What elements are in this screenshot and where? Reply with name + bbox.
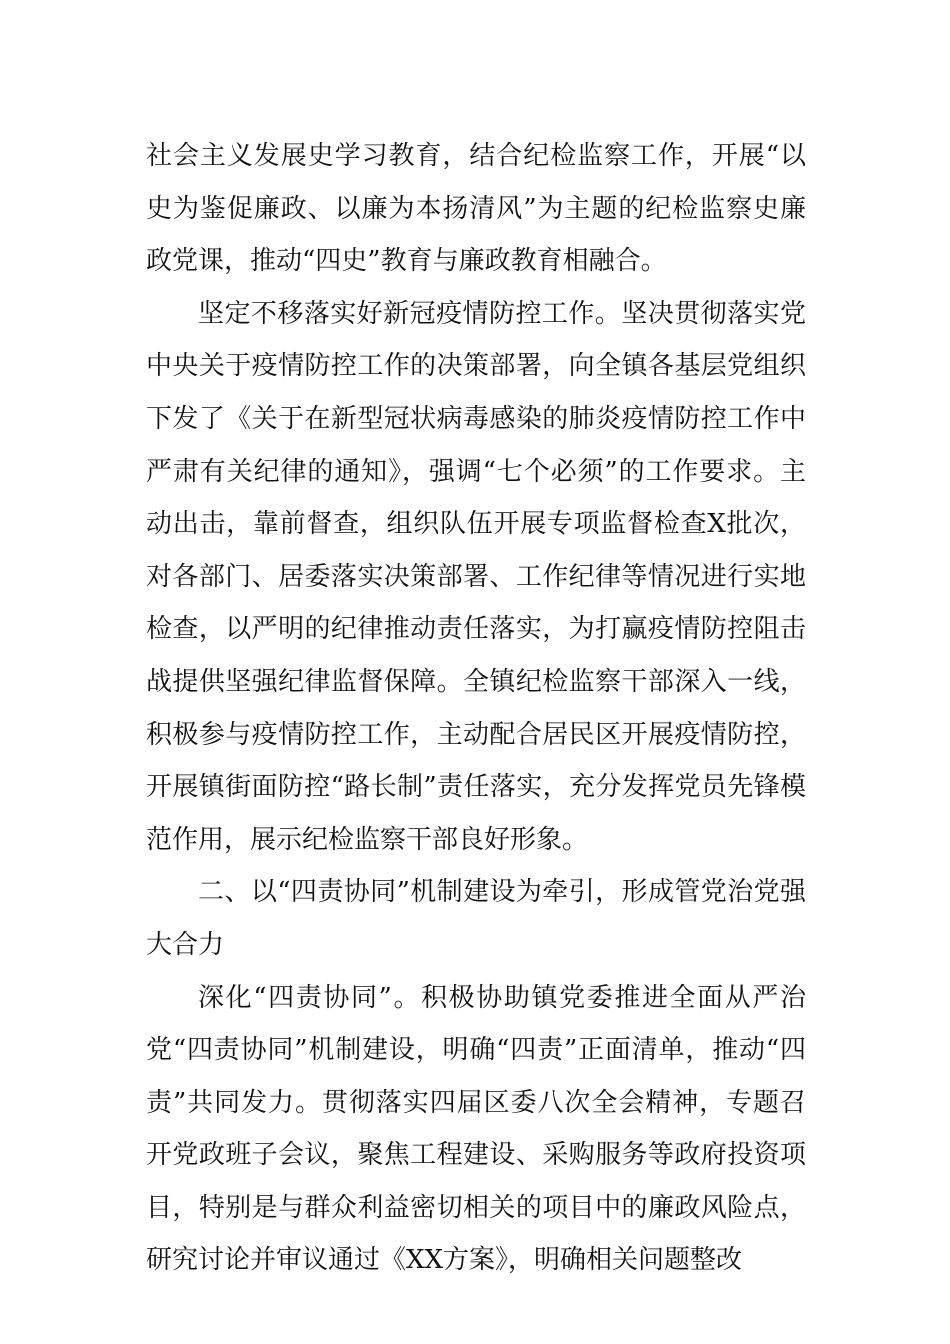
paragraph-four-responsibilities: 深化“四责协同”。积极协助镇党委推进全面从严治党“四责协同”机制建设，明确“四责”正面清单，推动“四责”共同发力。贯彻落实四届区委八次全会精神，专题召开党政班子会议，聚焦工程建设、采购服务等政府投资项目，特别是与群众利益密切相关的项目中的廉政风险点，研究讨论并审议通过《XX方案》，明确相关问题整改: [146, 982, 806, 1276]
section-heading-two: 二、以“四责协同”机制建设为牵引，形成管党治党强大合力: [146, 877, 806, 960]
paragraph-continuation: 社会主义发展史学习教育，结合纪检监察工作，开展“以史为鉴促廉政、以廉为本扬清风”为主题的纪检监察史廉政党课，推动“四史”教育与廉政教育相融合。: [146, 141, 806, 277]
document-body: [146, 130, 806, 1287]
paragraph-epidemic-control: 坚定不移落实好新冠疫情防控工作。坚决贯彻落实党中央关于疫情防控工作的决策部署，向全镇各基层党组织下发了《关于在新型冠状病毒感染的肺炎疫情防控工作中严肃有关纪律的通知》，强调“七个必须”的工作要求。主动出击，靠前督查，组织队伍开展专项监督检查X批次，对各部门、居委落实决策部署、工作纪律等情况进行实地检查，以严明的纪律推动责任落实，为打赢疫情防控阻击战提供坚强纪律监督保障。全镇纪检监察干部深入一线，积极参与疫情防控工作，主动配合居民区开展疫情防控，开展镇街面防控“路长制”责任落实，充分发挥党员先锋模范作用，展示纪检监察干部良好形象。: [146, 298, 806, 855]
